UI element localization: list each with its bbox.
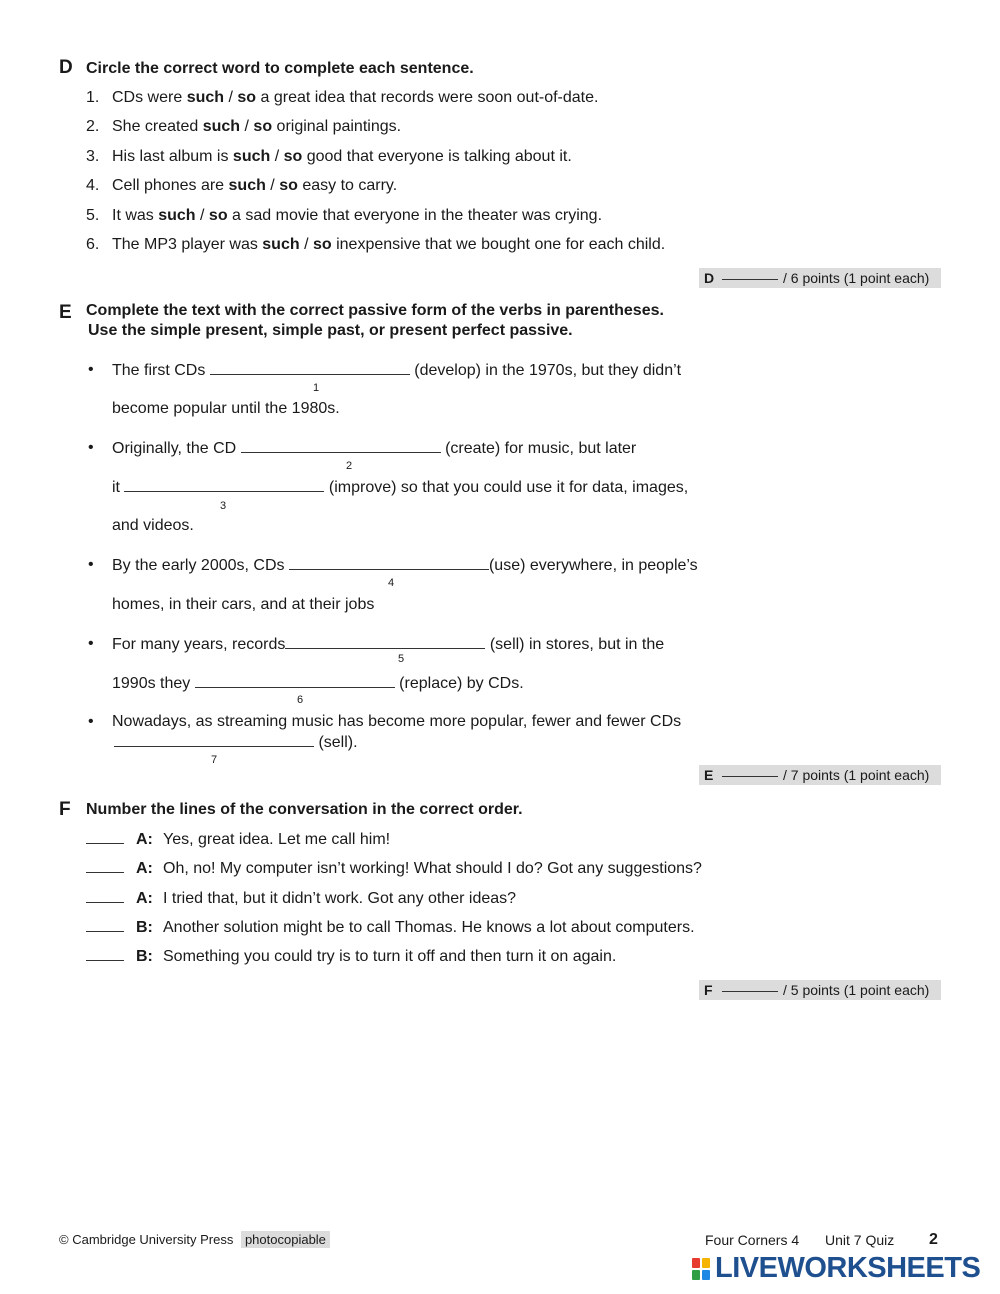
speaker-label: B: [136, 948, 153, 966]
choice-so[interactable]: so [253, 118, 273, 136]
e-item-2-line-2 [112, 478, 688, 497]
item-text: CDs were [112, 89, 187, 106]
e-item-2-line-1 [112, 439, 636, 458]
item-text: It was [112, 206, 159, 224]
blank-number-7: 7 [211, 754, 218, 766]
answer-blank-7[interactable] [114, 733, 314, 747]
line-text: Something you could try is to turn it off and then turn it on again. [163, 948, 617, 966]
line-text: I tried that, but it didn’t work. Got any other ideas? [163, 889, 517, 907]
publisher: Cambridge University Press [72, 1232, 234, 1247]
choice-separator: / [299, 236, 313, 253]
section-e-instruction-1: Complete the text with the correct passive form of the verbs in parentheses. [86, 302, 664, 319]
item-text: She created [112, 118, 203, 136]
order-blank[interactable] [86, 947, 124, 961]
item-text: The MP3 player was [112, 236, 263, 253]
e-text: it [112, 479, 125, 496]
speaker-label: A: [136, 860, 153, 878]
answer-blank-1[interactable] [210, 361, 410, 375]
answer-blank-4[interactable] [289, 556, 489, 570]
item-text: easy to carry. [297, 177, 398, 195]
choice-so[interactable]: so [208, 206, 228, 224]
e-item-1-line-1 [112, 361, 681, 380]
order-blank[interactable] [86, 830, 124, 844]
e-text: (create) for music, but later [440, 440, 637, 457]
item-number: 1. [86, 89, 100, 106]
blank-number-4: 4 [388, 577, 395, 589]
liveworksheets-brand[interactable] [692, 1252, 980, 1285]
e-item-3-line-1 [112, 556, 698, 575]
bullet: • [88, 439, 94, 456]
item-number: 4. [86, 177, 100, 195]
choice-separator: / [195, 206, 209, 224]
blank-number-2: 2 [346, 460, 353, 472]
e-item-4-line-2 [112, 674, 524, 693]
order-blank[interactable] [86, 918, 124, 932]
choice-such[interactable]: such [262, 236, 300, 253]
blank-number-6: 6 [297, 694, 304, 706]
item-text: inexpensive that we bought one for each child. [331, 236, 666, 253]
item-number: 6. [86, 236, 100, 253]
page-number: 2 [929, 1231, 938, 1248]
e-item-1-line-2: become popular until the 1980s. [112, 400, 340, 417]
order-blank[interactable] [86, 859, 124, 873]
choice-so[interactable]: so [279, 177, 298, 195]
e-text: By the early 2000s, CDs [112, 557, 289, 574]
footer-book: Four Corners 4 [705, 1232, 800, 1248]
e-text: (sell). [314, 734, 358, 751]
choice-so[interactable]: so [312, 236, 332, 253]
e-text: 1990s they [112, 675, 195, 692]
speaker-label: A: [136, 889, 153, 907]
item-number: 3. [86, 147, 100, 165]
line-text: Another solution might be to call Thomas. He knows a lot about computers. [163, 918, 695, 936]
line-text: Yes, great idea. Let me call him! [163, 831, 391, 848]
item-text: a great idea that records were soon out-of-date. [256, 89, 599, 106]
footer-copyright [59, 1232, 330, 1247]
choice-such[interactable]: such [228, 177, 266, 195]
choice-such[interactable]: such [158, 206, 196, 224]
choice-so[interactable]: so [237, 89, 257, 106]
d-item-4 [86, 177, 397, 195]
choice-separator: / [224, 89, 238, 106]
conversation-line-1 [86, 830, 390, 849]
answer-blank-3[interactable] [124, 478, 324, 492]
choice-separator: / [270, 147, 284, 165]
item-text: original paintings. [272, 118, 402, 136]
e-item-5-line-2 [114, 733, 358, 752]
bullet: • [88, 635, 94, 652]
e-text: For many years, records [112, 636, 286, 653]
e-item-3-line-2: homes, in their cars, and at their jobs [112, 596, 375, 613]
conversation-line-3 [86, 889, 516, 908]
speaker-label: A: [136, 831, 153, 848]
bullet: • [88, 556, 94, 573]
e-item-5-line-1: Nowadays, as streaming music has become more popular, fewer and fewer CDs [112, 713, 682, 730]
section-e-score[interactable] [699, 765, 941, 785]
section-e-instruction-2: Use the simple present, simple past, or present perfect passive. [88, 322, 573, 339]
section-f-instruction: Number the lines of the conversation in the correct order. [86, 801, 523, 818]
d-item-5 [86, 207, 602, 225]
item-number: 2. [86, 118, 100, 136]
score-blank[interactable] [722, 268, 778, 280]
item-number: 5. [86, 206, 100, 224]
section-f-letter: F [59, 799, 71, 820]
answer-blank-6[interactable] [195, 674, 395, 688]
liveworksheets-logo-icon [692, 1258, 712, 1280]
e-text: The first CDs [112, 362, 210, 379]
d-item-6 [86, 236, 665, 254]
line-text: Oh, no! My computer isn’t working! What should I do? Got any suggestions? [163, 860, 702, 878]
e-text: (sell) in stores, but in the [485, 636, 665, 653]
e-text: Originally, the CD [112, 440, 241, 457]
e-item-2-line-3: and videos. [112, 517, 194, 534]
item-text: His last album is [112, 147, 233, 165]
choice-so[interactable]: so [283, 147, 303, 165]
order-blank[interactable] [86, 889, 124, 903]
e-item-4-line-1 [112, 635, 664, 654]
conversation-line-4 [86, 918, 695, 937]
score-text: / 6 points (1 point each) [783, 270, 930, 286]
section-e-letter: E [59, 302, 72, 323]
d-item-2 [86, 118, 401, 136]
score-blank[interactable] [722, 765, 778, 777]
bullet: • [88, 713, 94, 730]
e-text: (use) everywhere, in people’s [488, 557, 698, 574]
conversation-line-2 [86, 859, 702, 878]
choice-such[interactable]: such [202, 118, 241, 136]
answer-blank-5[interactable] [285, 635, 485, 649]
photocopiable-badge: photocopiable [241, 1231, 330, 1248]
score-blank[interactable] [722, 980, 778, 992]
choice-such[interactable]: such [232, 147, 271, 165]
score-text: / 5 points (1 point each) [783, 982, 930, 998]
score-letter: F [704, 982, 713, 998]
blank-number-3: 3 [220, 500, 227, 512]
section-f-score[interactable] [699, 980, 941, 1000]
section-d-letter: D [59, 57, 73, 78]
choice-such[interactable]: such [186, 89, 225, 106]
footer-unit: Unit 7 Quiz [825, 1232, 895, 1248]
e-text: (improve) so that you could use it for data, images, [324, 479, 689, 496]
d-item-3 [86, 148, 572, 166]
choice-separator: / [265, 177, 280, 195]
item-text: good that everyone is talking about it. [302, 147, 572, 165]
d-item-1 [86, 89, 598, 107]
choice-separator: / [240, 118, 254, 136]
copyright-icon: © [59, 1232, 69, 1247]
score-letter: D [704, 270, 715, 286]
answer-blank-2[interactable] [241, 439, 441, 453]
conversation-line-5 [86, 947, 616, 966]
speaker-label: B: [136, 918, 153, 936]
score-text: / 7 points (1 point each) [783, 767, 930, 783]
liveworksheets-wordmark: LIVEWORKSHEETS [715, 1252, 981, 1284]
e-text: (develop) in the 1970s, but they didn’t [409, 362, 682, 379]
section-d-instruction: Circle the correct word to complete each sentence. [86, 60, 474, 77]
blank-number-1: 1 [313, 382, 320, 394]
blank-number-5: 5 [398, 653, 405, 665]
item-text: a sad movie that everyone in the theater was crying. [227, 206, 603, 224]
section-d-score[interactable] [699, 268, 941, 288]
e-text: (replace) by CDs. [394, 675, 524, 692]
score-letter: E [704, 767, 714, 783]
bullet: • [88, 361, 94, 378]
item-text: Cell phones are [112, 177, 229, 195]
